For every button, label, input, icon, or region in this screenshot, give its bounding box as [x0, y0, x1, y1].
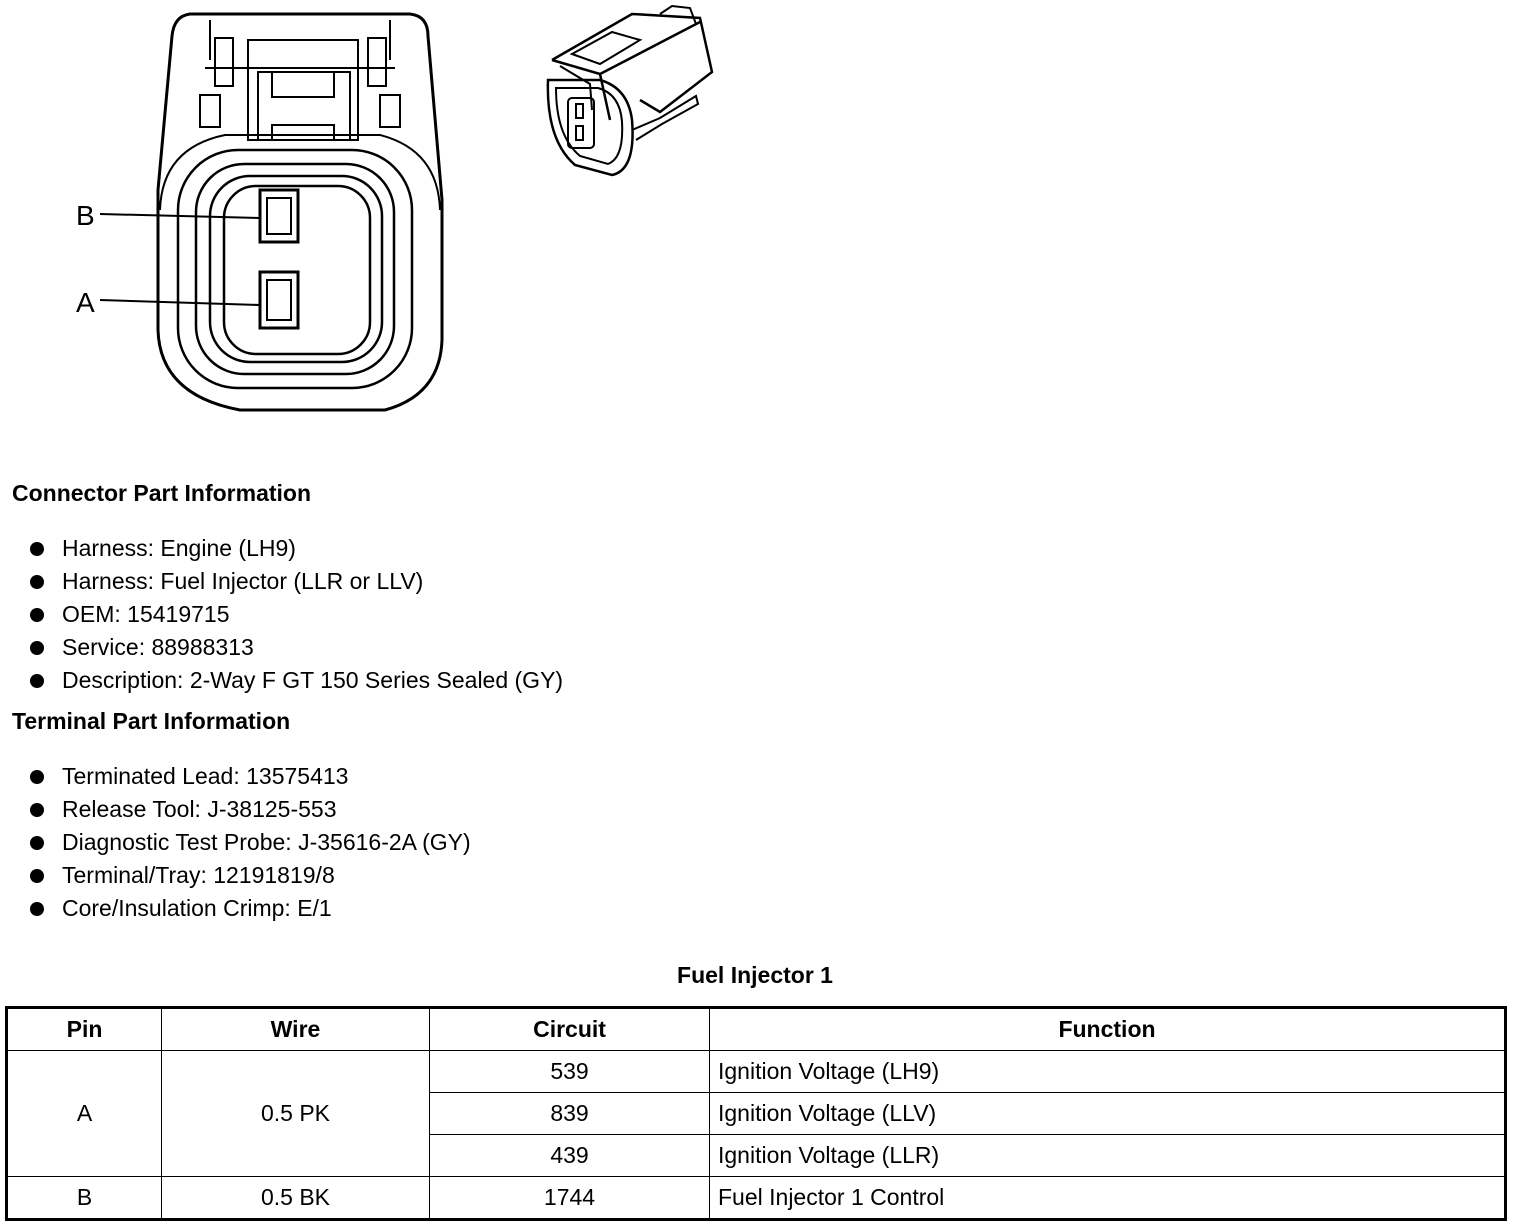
- list-item: Diagnostic Test Probe: J-35616-2A (GY): [30, 826, 471, 859]
- bullet-icon: [30, 869, 44, 883]
- bullet-icon: [30, 902, 44, 916]
- pin-label-b: B: [76, 200, 95, 231]
- function-cell: Ignition Voltage (LLV): [710, 1093, 1506, 1135]
- function-cell: Ignition Voltage (LLR): [710, 1135, 1506, 1177]
- bullet-icon: [30, 803, 44, 817]
- connector-diagram: [0, 0, 760, 430]
- list-item: Terminal/Tray: 12191819/8: [30, 859, 471, 892]
- list-item: Terminated Lead: 13575413: [30, 760, 471, 793]
- table-header-row: [7, 1008, 1506, 1051]
- bullet-icon: [30, 575, 44, 589]
- list-item: Service: 88988313: [30, 631, 563, 664]
- table-row: [7, 1177, 1506, 1220]
- function-cell: Ignition Voltage (LH9): [710, 1051, 1506, 1093]
- table-title: Fuel Injector 1: [677, 962, 833, 988]
- bullet-icon: [30, 641, 44, 655]
- list-item: OEM: 15419715: [30, 598, 563, 631]
- list-item: Core/Insulation Crimp: E/1: [30, 892, 471, 925]
- list-item: Release Tool: J-38125-553: [30, 793, 471, 826]
- connector-info-list: [30, 532, 563, 697]
- connector-info-title: Connector Part Information: [12, 480, 312, 506]
- table-row: [7, 1051, 1506, 1093]
- header-function: Function: [710, 1008, 1506, 1051]
- header-circuit: Circuit: [430, 1008, 710, 1051]
- pin-cell: B: [7, 1177, 162, 1220]
- list-item: Harness: Fuel Injector (LLR or LLV): [30, 565, 563, 598]
- circuit-cell: 439: [430, 1135, 710, 1177]
- pin-cell: A: [7, 1051, 162, 1177]
- terminal-info-title: Terminal Part Information: [12, 708, 291, 734]
- bullet-icon: [30, 608, 44, 622]
- bullet-icon: [30, 542, 44, 556]
- bullet-icon: [30, 770, 44, 784]
- header-pin: Pin: [7, 1008, 162, 1051]
- list-item: Description: 2-Way F GT 150 Series Sealed (GY): [30, 664, 563, 697]
- header-wire: Wire: [162, 1008, 430, 1051]
- pinout-table: [5, 1006, 1507, 1221]
- list-item: Harness: Engine (LH9): [30, 532, 563, 565]
- wire-cell: 0.5 PK: [162, 1051, 430, 1177]
- circuit-cell: 839: [430, 1093, 710, 1135]
- function-cell: Fuel Injector 1 Control: [710, 1177, 1506, 1220]
- terminal-info-list: [30, 760, 471, 925]
- connector-isometric-view: [548, 6, 712, 175]
- circuit-cell: 539: [430, 1051, 710, 1093]
- wire-cell: 0.5 BK: [162, 1177, 430, 1220]
- pin-label-a: A: [76, 287, 95, 318]
- circuit-cell: 1744: [430, 1177, 710, 1220]
- bullet-icon: [30, 836, 44, 850]
- bullet-icon: [30, 674, 44, 688]
- connector-face-view: [100, 14, 442, 410]
